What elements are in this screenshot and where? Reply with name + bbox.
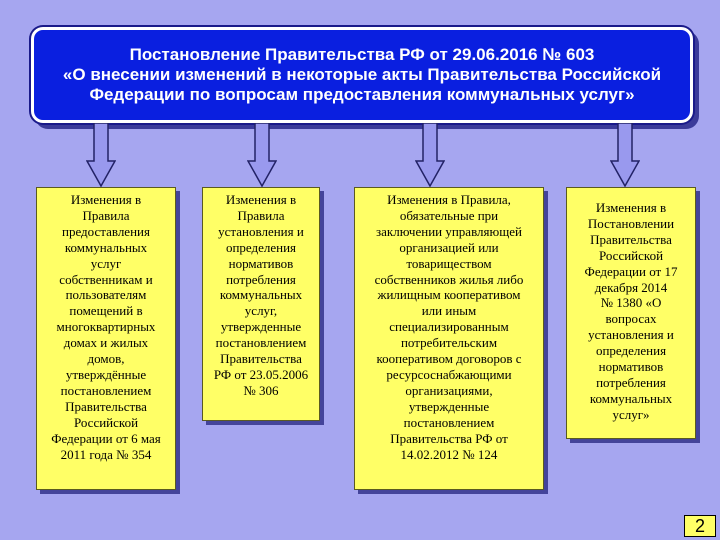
box-text-line: собственников жилья либо (374, 271, 524, 287)
box-text-line: Правительства (65, 398, 147, 414)
title-line-1: Постановление Правительства РФ от 29.06.2016 № 603 (129, 45, 595, 64)
box-text-line: пользователям (65, 287, 147, 303)
box-text-line: утвержденные (408, 398, 490, 414)
box-text-line: коммунальных (64, 239, 148, 255)
box-text-line: установления и (588, 327, 674, 343)
box-text-line: 14.02.2012 № 124 (400, 446, 498, 462)
box-text-line: Изменения в (225, 192, 297, 207)
box-text-line: вопросах (605, 311, 657, 327)
box-text-line: Изменения в (595, 200, 667, 215)
box-text-line: потребительским (400, 335, 498, 351)
box-text-line: обязательные при (399, 207, 499, 223)
page-number: 2 (684, 515, 716, 537)
box-text-line: или иным (421, 303, 477, 319)
arrow-down-icon (415, 123, 445, 187)
box-text-line: нормативов (598, 359, 664, 375)
box-text-line: жилищным кооперативом (377, 287, 521, 303)
change-box-rules-124 (354, 187, 544, 490)
box-text-line: Федерации от 17 (584, 263, 678, 279)
box-text-line: Федерации от 6 мая (51, 430, 161, 446)
box-text-line: домов, (87, 351, 125, 367)
box-text-line: ресурсоснабжающими (386, 366, 512, 382)
box-text-line: Правительства (220, 351, 302, 367)
change-box-rules-306 (202, 187, 320, 421)
box-text-line: услуг, (244, 303, 278, 319)
box-text-line: собственникам и (59, 271, 153, 287)
box-text-line: коммунальных (589, 390, 673, 406)
box-text-line: утверждённые (65, 366, 147, 382)
box-text-line: организацией или (399, 239, 499, 255)
title-line-3: Федерации по вопросам предоставления коммунальных услуг» (89, 85, 635, 104)
arrow-down-icon (86, 123, 116, 187)
box-text-line: Правительства (590, 231, 672, 247)
box-text-line: Постановлении (587, 215, 675, 231)
arrow-down-icon (247, 123, 277, 187)
box-text-line: домах и жилых (63, 335, 149, 351)
box-text-line: постановлением (215, 335, 307, 351)
box-text-line: № 1380 «О (600, 295, 662, 311)
box-text-line: постановлением (60, 382, 152, 398)
box-text-line: определения (595, 343, 667, 359)
title-banner (31, 27, 693, 123)
box-text-line: Российской (73, 414, 139, 430)
box-text-line: предоставления (61, 223, 150, 239)
box-text-line: Правила (82, 207, 130, 223)
box-text-line: Правительства РФ от (390, 430, 508, 446)
box-text-line: помещений в (69, 303, 143, 319)
box-text-line: кооперативом договоров с (376, 351, 522, 367)
box-text-line: Изменения в Правила, (387, 192, 511, 207)
box-text-line: РФ от 23.05.2006 (213, 366, 309, 382)
box-text-line: услуг (90, 255, 122, 271)
box-text-line: многоквартирных (56, 319, 156, 335)
change-box-rules-354 (36, 187, 176, 490)
box-text-line: Правила (237, 207, 285, 223)
box-text-line: Российской (598, 247, 664, 263)
title-line-2: «О внесении изменений в некоторые акты Правительства Российской (62, 65, 662, 84)
box-text-line: специализированным (389, 319, 509, 335)
box-text-line: нормативов (228, 255, 294, 271)
box-text-line: потребления (596, 374, 666, 390)
box-text-line: определения (225, 239, 297, 255)
box-text-line: коммунальных (219, 287, 303, 303)
box-text-line: услуг» (612, 406, 650, 422)
box-text-line: организациями, (405, 382, 493, 398)
box-text-line: потребления (226, 271, 296, 287)
box-text-line: Изменения в (70, 192, 142, 207)
arrow-down-icon (610, 123, 640, 187)
box-text-line: постановлением (403, 414, 495, 430)
box-text-line: установления и (218, 223, 304, 239)
box-text-line: декабря 2014 (594, 279, 668, 295)
change-box-decree-1380 (566, 187, 696, 439)
box-text-line: 2011 года № 354 (60, 446, 152, 462)
box-text-line: заключении управляющей (376, 223, 522, 239)
box-text-line: утвержденные (220, 319, 302, 335)
box-text-line: товариществом (406, 255, 492, 271)
box-text-line: № 306 (243, 382, 279, 398)
